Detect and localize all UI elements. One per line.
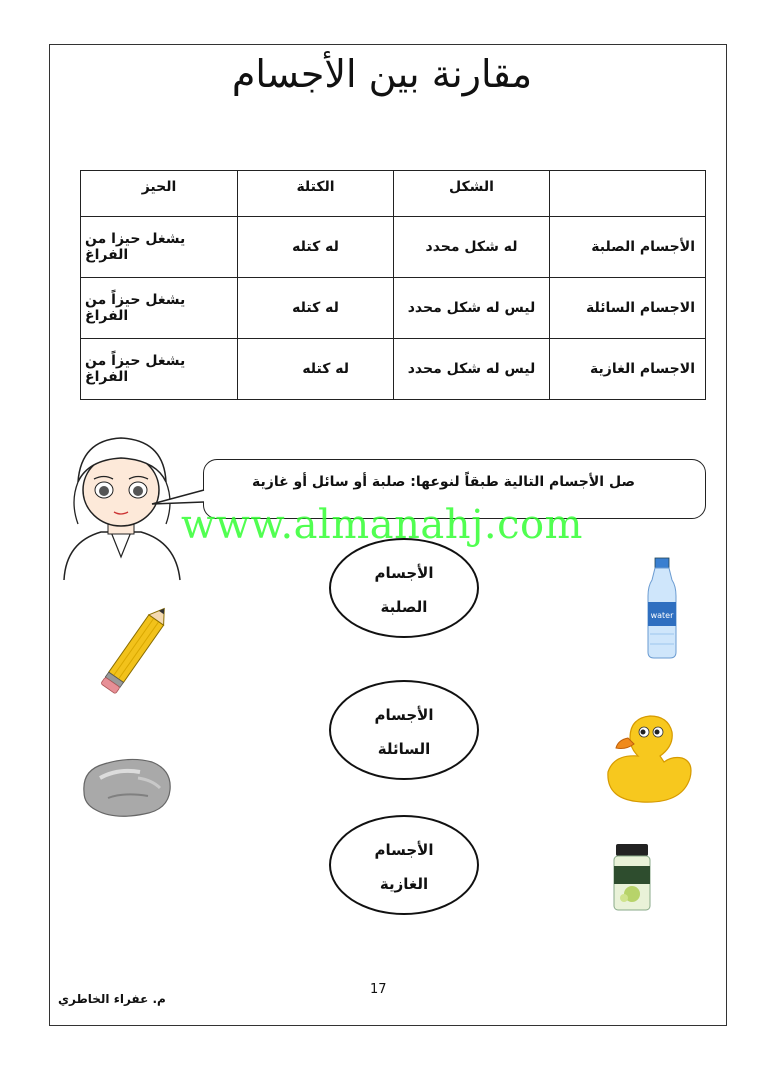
table-row [81,217,706,278]
shape-cell: ليس له شكل محدد [394,278,550,339]
pencil-icon[interactable] [96,606,166,710]
rock-icon[interactable] [78,752,176,826]
mass-cell: له كتله [238,278,394,339]
oval-label-line1: الأجسام [374,564,434,582]
table-header-row [81,171,706,217]
row-label: الاجسام الغازية [550,339,706,400]
row-label: الأجسام الصلبة [550,217,706,278]
table-header-cell: الحيز [81,171,238,217]
jar-icon[interactable] [610,842,654,916]
oval-label-line2: السائلة [377,740,431,758]
space-cell: يشغل حيزاً من الفراغ [81,278,238,339]
table-header-cell [550,171,706,217]
oval-gas[interactable] [329,815,479,915]
space-cell: يشغل حيزاً من الفراغ [81,339,238,400]
shape-cell: له شكل محدد [394,217,550,278]
space-cell: يشغل حيزا من الفراغ [81,217,238,278]
mass-cell: له كتله [238,339,394,400]
rubber-duck-icon[interactable] [602,712,694,812]
author-name: م. عفراء الخاطري [58,992,166,1006]
oval-solid[interactable] [329,538,479,638]
mass-cell: له كتله [238,217,394,278]
bottle-label: water [650,611,674,620]
oval-label-line2: الغازية [379,875,429,893]
table-row [81,278,706,339]
page-number: 17 [370,982,387,997]
oval-liquid[interactable] [329,680,479,780]
oval-label-line1: الأجسام [374,841,434,859]
table-header-cell: الشكل [394,171,550,217]
table-row [81,339,706,400]
instruction-text: صل الأجسام التالية طبقاً لنوعها: صلبة أو سائل أو غازية [252,474,635,490]
oval-label-line1: الأجسام [374,706,434,724]
water-bottle-icon[interactable] [642,556,682,664]
shape-cell: ليس له شكل محدد [394,339,550,400]
oval-label-line2: الصلبة [380,598,428,616]
comparison-table [80,170,706,400]
row-label: الاجسام السائلة [550,278,706,339]
watermark: www.almanahj.com [180,502,583,548]
page-title: مقارنة بين الأجسام [231,52,533,96]
table-header-cell: الكتلة [238,171,394,217]
